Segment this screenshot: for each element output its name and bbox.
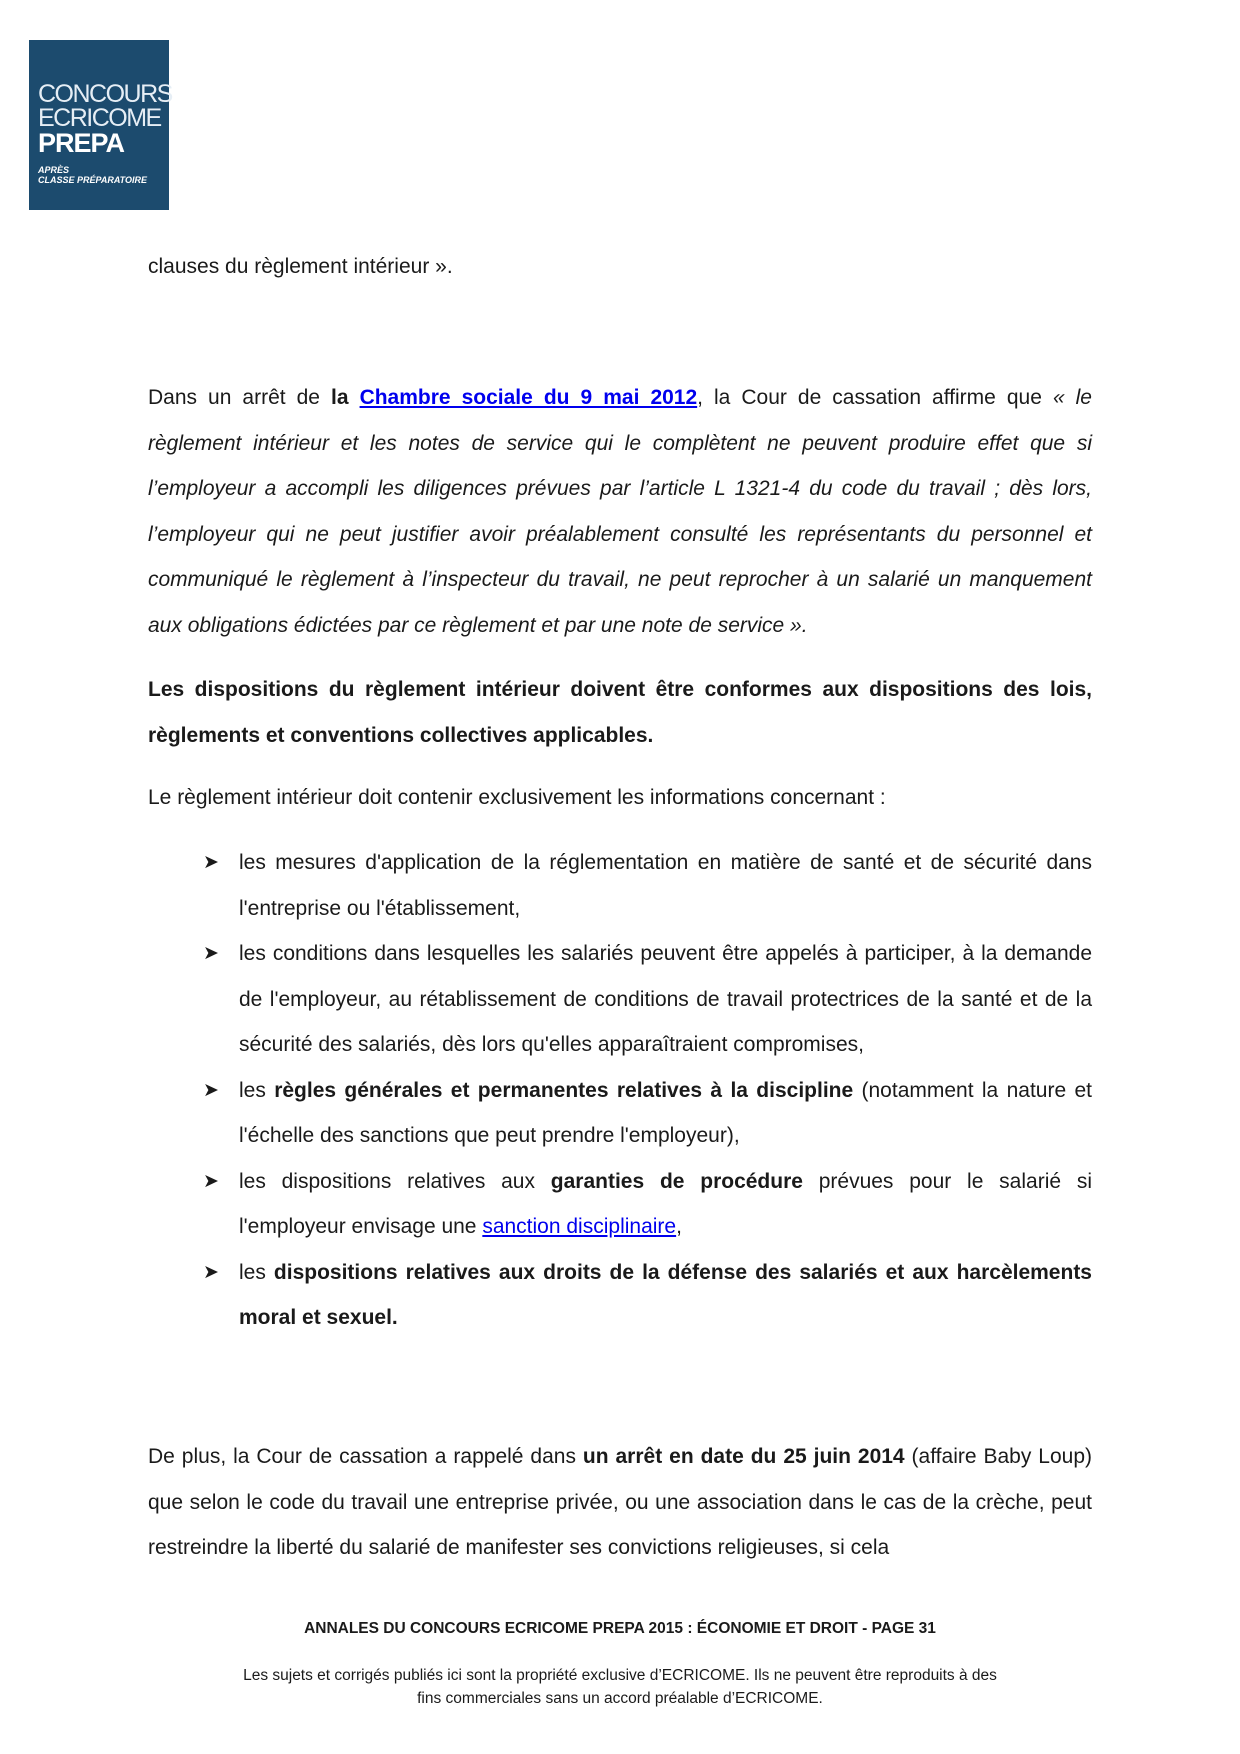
bullet-bold-text: garanties de procédure (550, 1169, 803, 1193)
list-item (148, 840, 1092, 931)
logo-line-ecricome: ECRICOME (38, 104, 161, 132)
paragraph-arret-2012 (148, 375, 1092, 648)
bullet-list-container (148, 840, 1092, 1341)
bullet-text: les dispositions relatives aux (239, 1169, 551, 1193)
para1-quote: « le règlement intérieur et les notes de service qui le complètent ne peuvent produire effet que si l’employeur a accompli les diligences prévues par l’article L 1321-4 du code du travail ; dès lors, l’employeur qui ne peut justifier avoir préalablement consulté les représentants du personnel et communiqué le règlement à l’inspecteur du travail, ne peut reprocher à un salarié un manquement aux obligations édictées par ce règlement et par une note de service ». (148, 386, 1092, 637)
list-item (148, 1159, 1092, 1250)
bullet-text: les mesures d'application de la réglementation en matière de santé et de sécurité dans l'entreprise ou l'établissement, (239, 851, 1092, 920)
bullet-text: les (239, 1260, 274, 1284)
bullet-text: les (239, 1078, 275, 1102)
logo-line-concours: CONCOURS (38, 80, 172, 108)
intro-text: clauses du règlement intérieur ». (148, 255, 453, 278)
para1-prefix: Dans un arrêt de (148, 386, 332, 409)
bullet-bold-text: règles générales et permanentes relatives à la discipline (274, 1078, 854, 1102)
link-chambre-sociale[interactable]: Chambre sociale du 9 mai 2012 (359, 386, 698, 409)
para1-middle: , la Cour de cassation affirme que (697, 386, 1053, 409)
bullet-bold-text: dispositions relatives aux droits de la défense des salariés et aux harcèlements moral et sexuel. (239, 1260, 1092, 1329)
arrow-bullet-icon: ➤ (203, 943, 219, 964)
para4-prefix: De plus, la Cour de cassation a rappelé dans (148, 1445, 583, 1468)
para4-suffix: (affaire Baby Loup) que selon le code du travail une entreprise privée, ou une association dans le cas de la crèche, peut restreindre la liberté du salarié de manifester ses convictions religieuses, si cela (148, 1445, 1092, 1559)
arrow-bullet-icon: ➤ (203, 1261, 219, 1283)
list-item (148, 1068, 1092, 1159)
bullet-text: les conditions dans lesquelles les salariés peuvent être appelés à participer, à la demande de l'employeur, au rétablissement de conditions de travail protectrices de la santé et de la sécurité des salariés, dès lors qu'elles apparaîtraient compromises, (239, 942, 1092, 1056)
bullet-list (148, 840, 1092, 1341)
intro-line (148, 244, 1092, 290)
arrow-bullet-icon: ➤ (203, 1170, 219, 1192)
para1-bold-la: la (331, 386, 349, 409)
list-item (148, 931, 1092, 1068)
bullet-text: prévues pour le salarié si l'employeur envisage une (239, 1169, 1092, 1238)
arrow-bullet-icon: ➤ (203, 1079, 219, 1101)
footer-legal-line2: fins commerciales sans un accord préalable d’ECRICOME. (417, 1690, 823, 1707)
footer-legal (148, 1664, 1092, 1710)
paragraph-baby-loup (148, 1434, 1092, 1571)
para2-bold-text: Les dispositions du règlement intérieur doivent être conformes aux dispositions des lois, règlements et conventions collectives applicables. (148, 678, 1092, 747)
para4-bold: un arrêt en date du 25 juin 2014 (582, 1445, 905, 1468)
arrow-bullet-icon: ➤ (203, 852, 219, 873)
list-item (148, 1250, 1092, 1341)
logo-line-prepa: PREPA (38, 128, 125, 158)
bullet-text: (notamment la nature et l'échelle des sanctions que peut prendre l'employeur), (239, 1078, 1092, 1147)
para3-text: Le règlement intérieur doit contenir exclusivement les informations concernant : (148, 786, 886, 809)
footer-legal-line1: Les sujets et corrigés publiés ici sont la propriété exclusive d’ECRICOME. Ils ne peuvent être reproduits à des (243, 1667, 997, 1684)
paragraph-dispositions-bold (148, 667, 1092, 758)
logo-line-classe: CLASSE PRÉPARATOIRE (38, 175, 148, 185)
logo-line-apres: APRÈS (38, 165, 70, 175)
bullet-text: , (676, 1215, 682, 1238)
paragraph-contenu (148, 775, 1092, 821)
ecricome-logo (29, 40, 172, 210)
footer-title: ANNALES DU CONCOURS ECRICOME PREPA 2015 : ÉCONOMIE ET DROIT - PAGE 31 (304, 1620, 936, 1637)
link-sanction-disciplinaire[interactable]: sanction disciplinaire (482, 1215, 677, 1238)
